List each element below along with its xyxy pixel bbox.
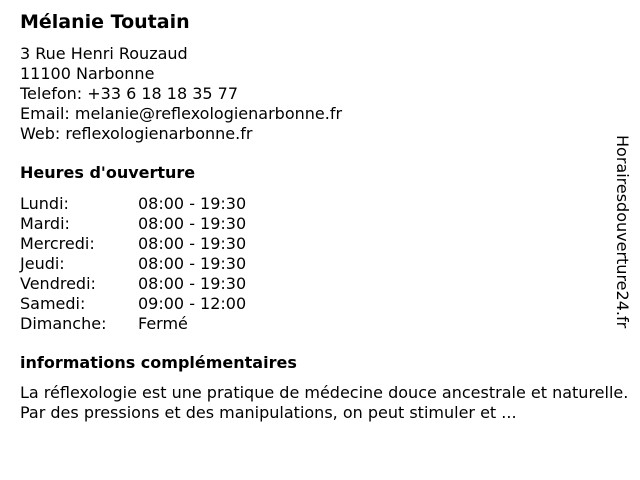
hours-day: Samedi: bbox=[20, 294, 86, 313]
hours-row-mardi bbox=[20, 214, 610, 234]
hours-day: Mardi: bbox=[20, 214, 70, 233]
additional-info-heading: informations complémentaires bbox=[20, 353, 297, 372]
hours-day: Jeudi: bbox=[20, 254, 65, 273]
hours-row-jeudi bbox=[20, 254, 610, 274]
hours-day: Lundi: bbox=[20, 194, 69, 213]
hours-row-samedi bbox=[20, 294, 610, 314]
hours-time: 09:00 - 12:00 bbox=[138, 294, 247, 313]
hours-time: Fermé bbox=[138, 314, 188, 333]
hours-row-mercredi bbox=[20, 234, 610, 254]
hours-time: 08:00 - 19:30 bbox=[138, 274, 247, 293]
hours-day: Mercredi: bbox=[20, 234, 95, 253]
hours-time: 08:00 - 19:30 bbox=[138, 234, 247, 253]
web-line: Web: reflexologienarbonne.fr bbox=[20, 124, 253, 143]
email-line: Email: melanie@reflexologienarbonne.fr bbox=[20, 104, 343, 123]
hours-row-lundi bbox=[20, 194, 610, 214]
hours-row-vendredi bbox=[20, 274, 610, 294]
opening-hours-list bbox=[20, 194, 610, 334]
hours-row-dimanche bbox=[20, 314, 610, 334]
address-line-2: 11100 Narbonne bbox=[20, 64, 155, 83]
address-line-1: 3 Rue Henri Rouzaud bbox=[20, 44, 188, 63]
phone-line: Telefon: +33 6 18 18 35 77 bbox=[20, 84, 239, 103]
opening-hours-heading: Heures d'ouverture bbox=[20, 163, 196, 182]
business-name: Mélanie Toutain bbox=[20, 11, 190, 33]
hours-day: Dimanche: bbox=[20, 314, 107, 333]
hours-day: Vendredi: bbox=[20, 274, 96, 293]
hours-time: 08:00 - 19:30 bbox=[138, 254, 247, 273]
site-watermark-label: Horairesdouverture24.fr bbox=[613, 135, 632, 329]
hours-time: 08:00 - 19:30 bbox=[138, 214, 247, 233]
additional-info-text: La réflexologie est une pratique de médecine douce ancestrale et naturelle. Par des pressions et des manipulations, on peut stimuler et ... bbox=[20, 383, 629, 422]
hours-time: 08:00 - 19:30 bbox=[138, 194, 247, 213]
